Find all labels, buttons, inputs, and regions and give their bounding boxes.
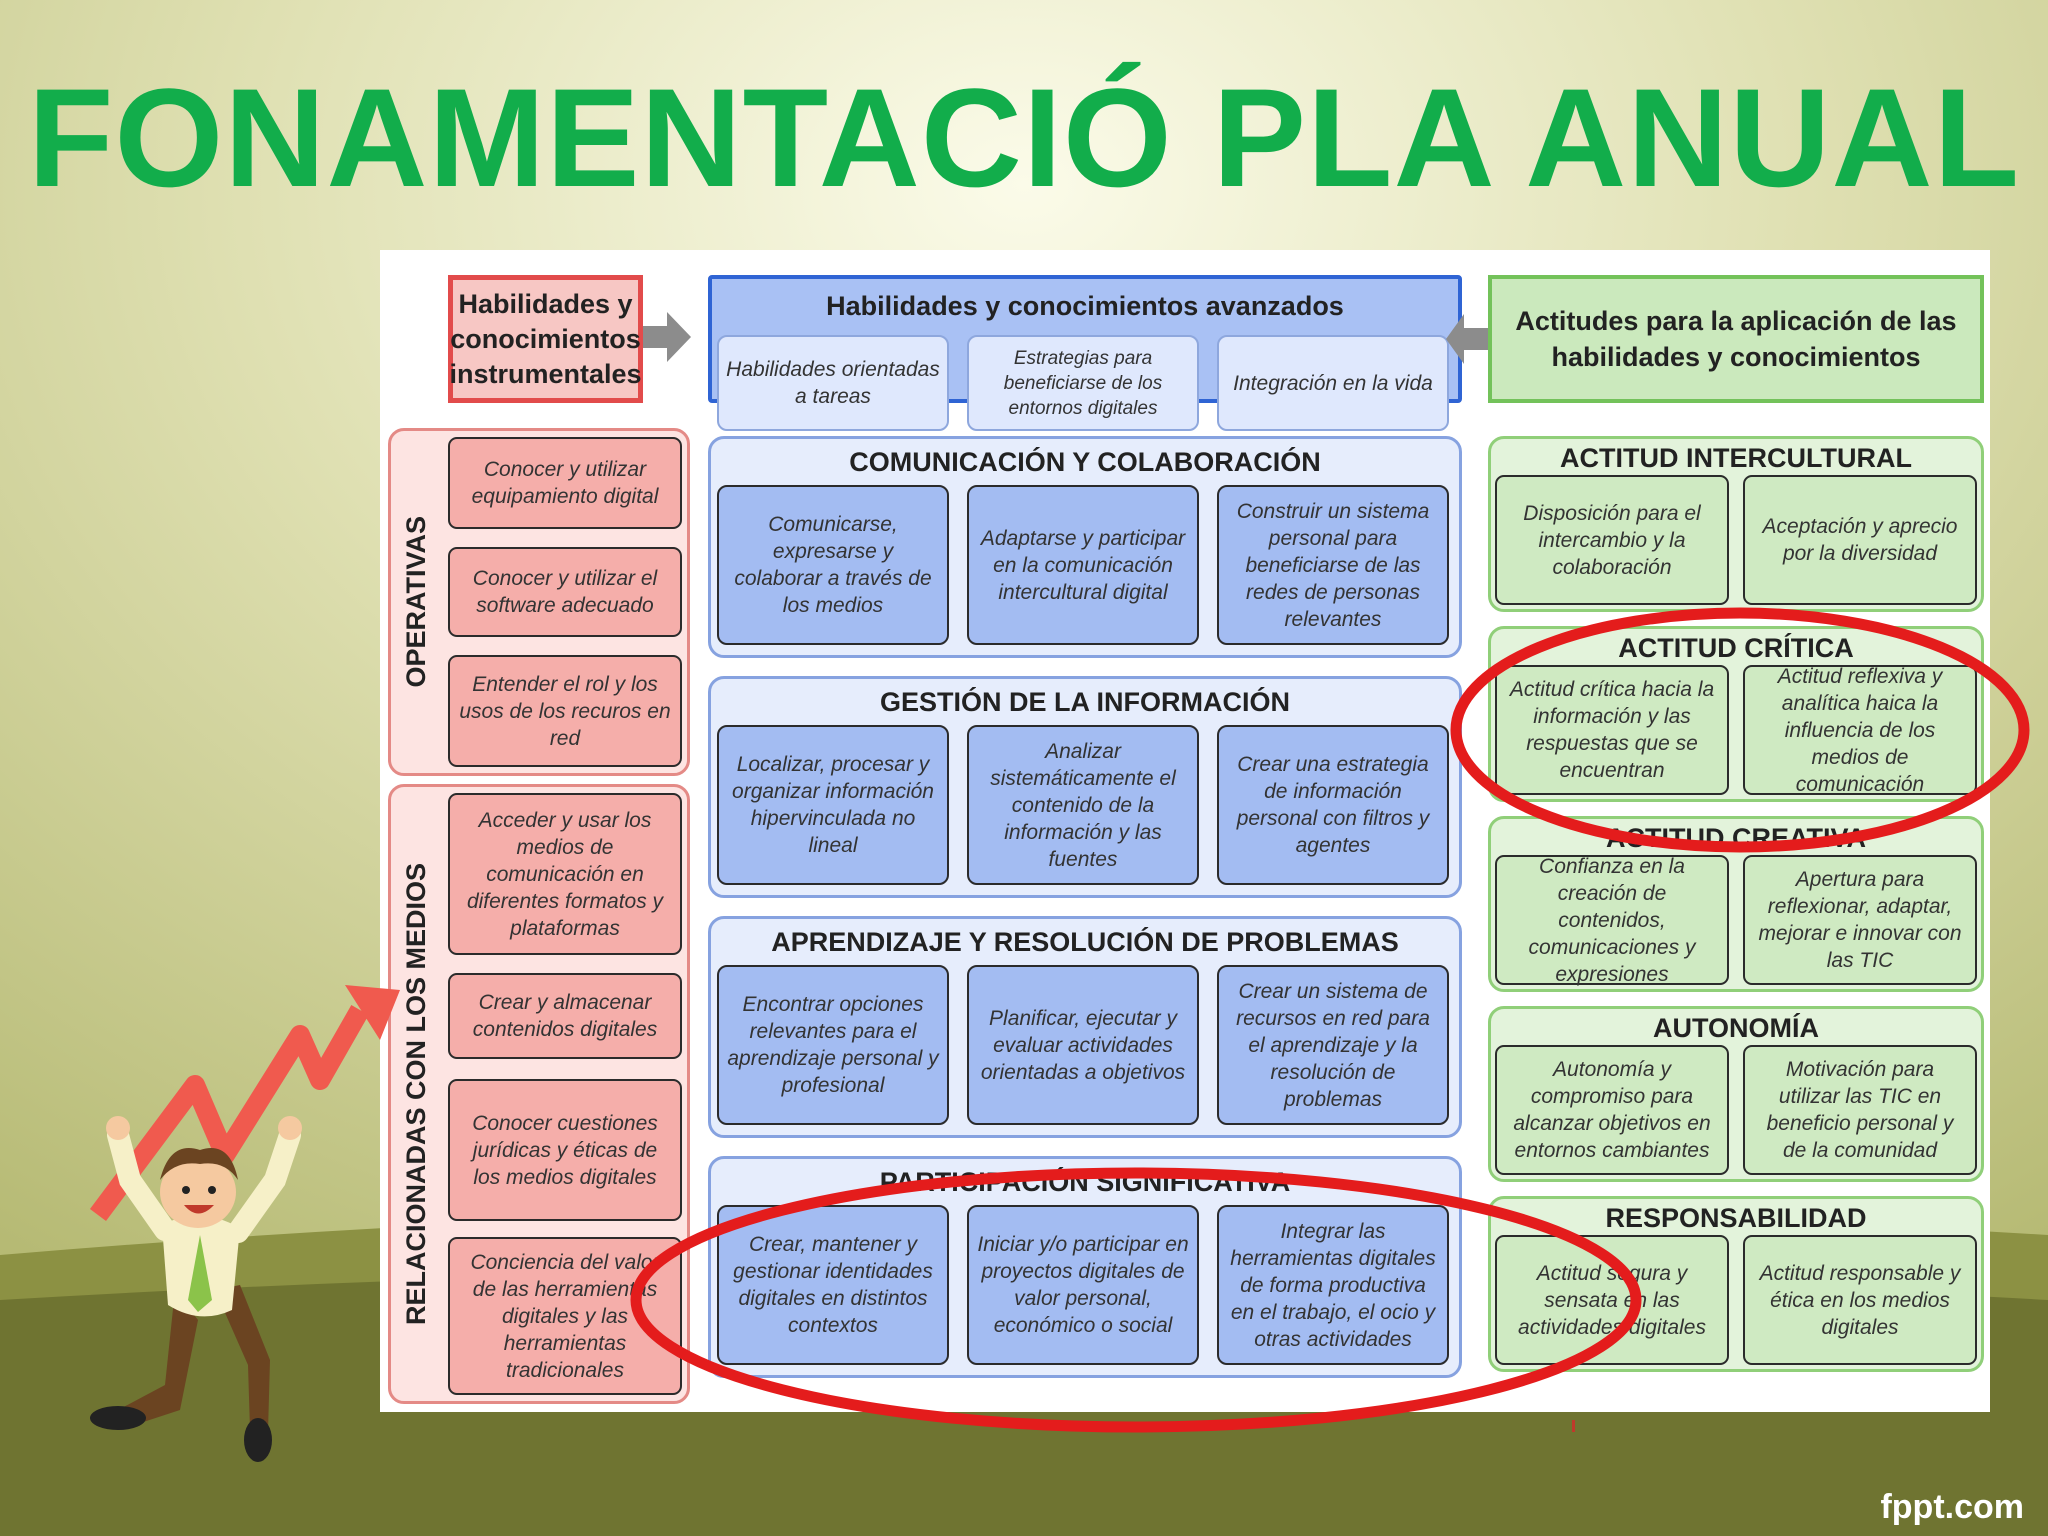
- operativas-group: [388, 428, 690, 776]
- red-item: Conocer y utilizar el software adecuado: [448, 547, 682, 637]
- blue-item: Integrar las herramientas digitales de forma productiva en el trabajo, el ocio y otras actividades: [1217, 1205, 1449, 1365]
- green-group-title: RESPONSABILIDAD: [1605, 1203, 1867, 1233]
- green-item: Motivación para utilizar las TIC en beneficio personal y de la comunidad: [1743, 1045, 1977, 1175]
- advanced-subheader: Estrategias para beneficiarse de los entornos digitales: [967, 335, 1199, 431]
- attitudes-header: Actitudes para la aplicación de las habilidades y conocimientos: [1488, 275, 1984, 403]
- blue-group-learning: [708, 916, 1462, 1138]
- blue-group-title: PARTICIPACIÓN SIGNIFICATIVA: [879, 1167, 1291, 1197]
- brand-logo: fppt.com: [1880, 1488, 2024, 1526]
- green-item: Autonomía y compromiso para alcanzar objetivos en entornos cambiantes: [1495, 1045, 1729, 1175]
- green-item: Apertura para reflexionar, adaptar, mejorar e innovar con las TIC: [1743, 855, 1977, 985]
- blue-group-title: COMUNICACIÓN Y COLABORACIÓN: [849, 447, 1321, 477]
- green-group-title: ACTITUD CREATIVA: [1606, 823, 1866, 853]
- medios-label: RELACIONADAS CON LOS MEDIOS: [400, 862, 431, 1326]
- green-group-title: ACTITUD INTERCULTURAL: [1560, 443, 1912, 473]
- blue-group-title: APRENDIZAJE Y RESOLUCIÓN DE PROBLEMAS: [771, 927, 1399, 957]
- red-item: Conocer y utilizar equipamiento digital: [448, 437, 682, 529]
- green-group-autonomy: [1488, 1006, 1984, 1182]
- green-item: Actitud segura y sensata en las actividades digitales: [1495, 1235, 1729, 1365]
- green-group-title: AUTONOMÍA: [1653, 1013, 1819, 1043]
- blue-item: Analizar sistemáticamente el contenido de la información y las fuentes: [967, 725, 1199, 885]
- blue-group-participation: [708, 1156, 1462, 1378]
- blue-group-information: [708, 676, 1462, 898]
- blue-group-title: GESTIÓN DE LA INFORMACIÓN: [880, 687, 1290, 717]
- blue-item: Iniciar y/o participar en proyectos digitales de valor personal, económico o social: [967, 1205, 1199, 1365]
- instrumental-header: Habilidades y conocimientos instrumentales: [448, 275, 643, 403]
- operativas-label: OPERATIVAS: [400, 516, 431, 688]
- red-item: Conciencia del valor de las herramientas digitales y las herramientas tradicionales: [448, 1237, 682, 1395]
- green-group-title: ACTITUD CRÍTICA: [1618, 633, 1854, 663]
- blue-item: Construir un sistema personal para beneficiarse de las redes de personas relevantes: [1217, 485, 1449, 645]
- slide-title: FONAMENTACIÓ PLA ANUAL: [27, 59, 2021, 216]
- blue-item: Localizar, procesar y organizar información hipervinculada no lineal: [717, 725, 949, 885]
- arrow-right-icon: [643, 312, 691, 362]
- blue-item: Crear un sistema de recursos en red para el aprendizaje y la resolución de problemas: [1217, 965, 1449, 1125]
- green-item: Actitud reflexiva y analítica haica la influencia de los medios de comunicación: [1743, 665, 1977, 795]
- green-group-critical: [1488, 626, 1984, 802]
- green-group-intercultural: [1488, 436, 1984, 612]
- advanced-subheader: Integración en la vida: [1217, 335, 1449, 431]
- competencies-diagram: [380, 250, 1990, 1412]
- blue-item: Planificar, ejecutar y evaluar actividades orientadas a objetivos: [967, 965, 1199, 1125]
- blue-item: Crear, mantener y gestionar identidades digitales en distintos contextos: [717, 1205, 949, 1365]
- red-item: Entender el rol y los usos de los recuros en red: [448, 655, 682, 767]
- blue-group-communication: [708, 436, 1462, 658]
- advanced-subheader: Habilidades orientadas a tareas: [717, 335, 949, 431]
- blue-item: Encontrar opciones relevantes para el aprendizaje personal y profesional: [717, 965, 949, 1125]
- advanced-header: Habilidades y conocimientos avanzados: [826, 291, 1344, 321]
- medios-group: [388, 784, 690, 1404]
- green-item: Disposición para el intercambio y la colaboración: [1495, 475, 1729, 605]
- green-item: Actitud crítica hacia la información y las respuestas que se encuentran: [1495, 665, 1729, 795]
- green-item: Aceptación y aprecio por la diversidad: [1743, 475, 1977, 605]
- blue-item: Adaptarse y participar en la comunicación intercultural digital: [967, 485, 1199, 645]
- green-group-responsibility: [1488, 1196, 1984, 1372]
- green-item: Confianza en la creación de contenidos, comunicaciones y expresiones: [1495, 855, 1729, 985]
- blue-item: Comunicarse, expresarse y colaborar a través de los medios: [717, 485, 949, 645]
- green-group-creative: [1488, 816, 1984, 992]
- red-item: Conocer cuestiones jurídicas y éticas de los medios digitales: [448, 1079, 682, 1221]
- blue-item: Crear una estrategia de información personal con filtros y agentes: [1217, 725, 1449, 885]
- green-item: Actitud responsable y ética en los medios digitales: [1743, 1235, 1977, 1365]
- red-item: Crear y almacenar contenidos digitales: [448, 973, 682, 1059]
- red-item: Acceder y usar los medios de comunicación en diferentes formatos y plataformas: [448, 793, 682, 955]
